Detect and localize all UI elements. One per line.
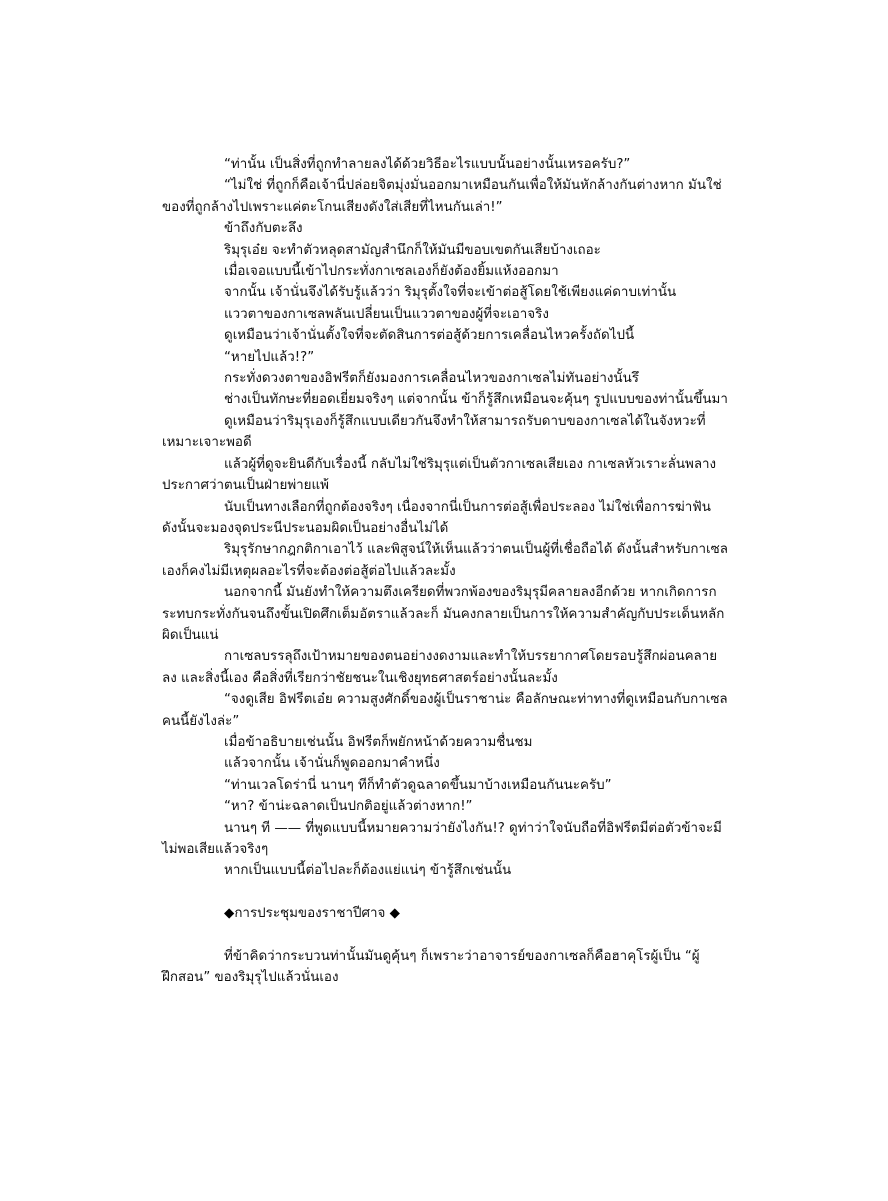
paragraph: ริมุรุรักษากฎกติกาเอาไว้ และพิสูจน์ให้เห็นแล้วว่าตนเป็นผู้ที่เชื่อถือได้ ดังนั้นสำหรับกาเซลเองก็คงไม่มีเหตุผลอะไรที่จะต้องต่อสู้ต่อไปแล้วละมั้ง (162, 542, 728, 579)
section-heading (162, 903, 728, 924)
blank-line (162, 925, 728, 946)
document-body (162, 154, 728, 989)
paragraph: “หายไปแล้ว!?” (224, 349, 315, 365)
paragraph: “ท่านเวลโดร่านี่ นานๆ ทีก็ทำตัวดูฉลาดขึ้นมาบ้างเหมือนกันนะครับ” (224, 777, 612, 793)
paragraph: กระทั่งดวงตาของอิฟรีตก็ยังมองการเคลื่อนไหวของกาเซลไม่ทันอย่างนั้นรึ (224, 371, 639, 387)
paragraph: “หา? ข้าน่ะฉลาดเป็นปกติอยู่แล้วต่างหาก!” (224, 799, 473, 815)
paragraph: นับเป็นทางเลือกที่ถูกต้องจริงๆ เนื่องจากนี่เป็นการต่อสู้เพื่อประลอง ไม่ใช่เพื่อการฆ่าฟัน ดังนั้นจะมองจุดประนีประนอมผิดเป็นอย่างอื่นไม่ได้ (162, 499, 711, 536)
paragraph: ช่างเป็นทักษะที่ยอดเยี่ยมจริงๆ แต่จากนั้น ข้าก็รู้สึกเหมือนจะคุ้นๆ รูปแบบของท่านั้นขึ้นมา (224, 392, 728, 408)
paragraph: เมื่อข้าอธิบายเช่นนั้น อิฟรีตก็พยักหน้าด้วยความชื่นชม (224, 734, 533, 750)
paragraph: ดูเหมือนว่าริมุรุเองก็รู้สึกแบบเดียวกันจึงทำให้สามารถรับดาบของกาเซลได้ในจังหวะที่เหมาะเจาะพอดี (162, 413, 706, 451)
paragraph: ริมุรุเอ๋ย จะทำตัวหลุดสามัญสำนึกก็ให้มันมีขอบเขตกันเสียบ้างเถอะ (224, 242, 601, 258)
paragraph: หากเป็นแบบนี้ต่อไปละก็ต้องแย่แน่ๆ ข้ารู้สึกเช่นนั้น (224, 863, 512, 879)
paragraph: ข้าถึงกับตะลึง (224, 221, 303, 237)
paragraph: “จงดูเสีย อิฟรีตเอ๋ย ความสูงศักดิ์ของผู้เป็นราชาน่ะ คือลักษณะท่าทางที่ดูเหมือนกับกาเซลคนนี้ยังไงล่ะ” (162, 692, 728, 729)
paragraph: จากนั้น เจ้านั่นจึงได้รับรู้แล้วว่า ริมุรุตั้งใจที่จะเข้าต่อสู้โดยใช้เพียงแค่ดาบเท่านั้น (224, 285, 677, 301)
diamond-bullet-icon: ◆ (389, 906, 400, 922)
paragraph: แล้วผู้ที่ดูจะยินดีกับเรื่องนี้ กลับไม่ใช่ริมุรุแต่เป็นตัวกาเซลเสียเอง กาเซลหัวเราะลั่นพลางประกาศว่าตนเป็นฝ่ายพ่ายแพ้ (162, 456, 717, 494)
paragraph: กาเซลบรรลุถึงเป้าหมายของตนอย่างงดงามและทำให้บรรยากาศโดยรอบรู้สึกผ่อนคลายลง และสิ่งนี้เอง คือสิ่งที่เรียกว่าชัยชนะในเชิงยุทธศาสตร์อย่างนั้นละมั้ง (162, 649, 718, 686)
paragraph: นอกจากนี้ มันยังทำให้ความตึงเครียดที่พวกพ้องของริมุรุมีคลายลงอีกด้วย หากเกิดการกระทบกระทั่งกันจนถึงขั้นเปิดศึกเต็มอัตราแล้วละก็ มันคงกลายเป็นการให้ความสำคัญกับประเด็นหลักผิดเป็นแน่ (162, 585, 725, 643)
paragraph: นานๆ ที —— ที่พูดแบบนี้หมายความว่ายังไงกัน!? ดูท่าว่าใจนับถือที่อิฟรีตมีต่อตัวข้าจะมีไม่พอเสียแล้วจริงๆ (162, 820, 722, 857)
paragraph: แล้วจากนั้น เจ้านั่นก็พูดออกมาคำหนึ่ง (224, 756, 440, 772)
paragraph: “ไม่ใช่ ที่ถูกก็คือเจ้านี่ปล่อยจิตมุ่งมั่นออกมาเหมือนกันเพื่อให้มันหักล้างกันต่างหาก มันใช่ของที่ถูกล้างไปเพราะแค่ตะโกนเสียงดังใส่เสียที่ไหนกันเล่า!” (162, 178, 722, 215)
section-heading-title: การประชุมของราชาปีศาจ (234, 906, 386, 922)
paragraph: ดูเหมือนว่าเจ้านั่นตั้งใจที่จะตัดสินการต่อสู้ด้วยการเคลื่อนไหวครั้งถัดไปนี้ (224, 328, 635, 344)
paragraph: ที่ข้าคิดว่ากระบวนท่านั้นมันดูคุ้นๆ ก็เพราะว่าอาจารย์ของกาเซลก็คือฮาคุโรผู้เป็น “ผู้ฝึกสอน” ของริมุรุไปแล้วนั่นเอง (162, 948, 700, 986)
paragraph: “ท่านั้น เป็นสิ่งที่ถูกทำลายลงได้ด้วยวิธีอะไรแบบนั้นอย่างนั้นเหรอครับ?” (224, 157, 631, 172)
paragraph: แววตาของกาเซลพลันเปลี่ยนเป็นแววตาของผู้ที่จะเอาจริง (224, 306, 549, 322)
blank-line (162, 882, 728, 903)
paragraph: เมื่อเจอแบบนี้เข้าไปกระทั่งกาเซลเองก็ยังต้องยิ้มแห้งออกมา (224, 264, 559, 280)
diamond-bullet-icon: ◆ (224, 906, 235, 922)
